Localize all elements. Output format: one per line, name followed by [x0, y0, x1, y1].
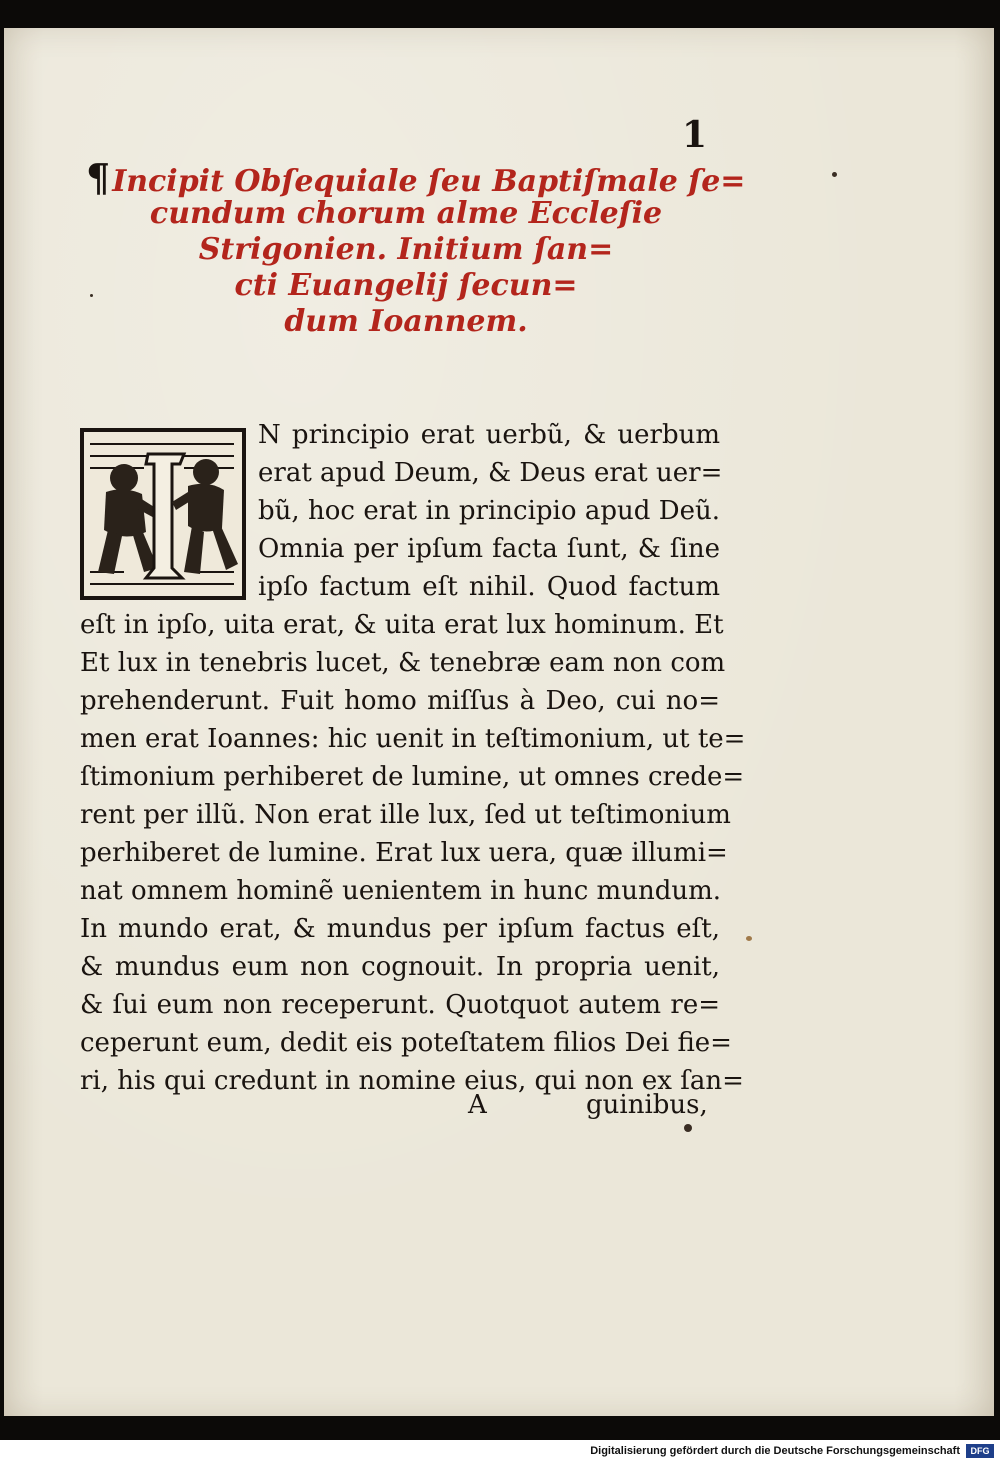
footer-bar: [0, 1440, 1000, 1462]
text-line: perhiberet de lumine. Erat lux uera, quæ illumi=: [80, 838, 728, 868]
dfg-logo-icon: DFG: [966, 1444, 994, 1458]
ink-speck: [90, 294, 93, 297]
heading-line: dum Ioannem.: [284, 304, 528, 339]
text-line: ri, his qui credunt in nomine eius, qui non ex ſan=: [80, 1066, 744, 1096]
text-line: In mundo erat, & mundus per ipſum factus eſt,: [80, 914, 720, 944]
text-line: eſt in ipſo, uita erat, & uita erat lux hominum. Et: [80, 610, 724, 640]
text-line: rent per illũ. Non erat ille lux, ſed ut teſtimonium: [80, 800, 731, 830]
text-line: Et lux in tenebris lucet, & tenebræ eam non com: [80, 648, 726, 678]
text-line: ceperunt eum, dedit eis poteſtatem filios Dei fie=: [80, 1028, 732, 1058]
text-line: ſtimonium perhiberet de lumine, ut omnes crede=: [80, 762, 745, 792]
woodcut-initial-illustration: [84, 432, 242, 596]
text-line: N principio erat uerbũ, & uerbum: [258, 420, 720, 450]
ink-speck: [746, 936, 752, 941]
signature-mark: A: [468, 1090, 487, 1120]
text-line: ipſo factum eſt nihil. Quod factum: [258, 572, 720, 602]
heading-line: cti Euangelij ſecun=: [234, 268, 578, 303]
ink-speck: [684, 1124, 692, 1132]
heading-line: Strigonien. Initium ſan=: [198, 232, 614, 267]
text-line: nat omnem hominẽ uenientem in hunc mundum.: [80, 876, 721, 906]
heading-line: ¶Incipit Obſequiale ſeu Baptiſmale ſe=: [86, 155, 746, 200]
decorated-initial: [80, 428, 246, 600]
funding-credit: Digitalisierung gefördert durch die Deutsche Forschungsgemeinschaft: [590, 1445, 960, 1457]
text-line: Omnia per ipſum facta ſunt, & ſine: [258, 534, 720, 564]
paragraph-mark-icon: ¶: [86, 155, 111, 200]
catchword: guinibus,: [586, 1090, 708, 1120]
ink-speck: [832, 172, 837, 177]
folio-number: 1: [682, 114, 708, 156]
text-line: & mundus eum non cognouit. In propria uenit,: [80, 952, 720, 982]
heading-line: cundum chorum alme Eccleſie: [149, 196, 663, 231]
text-line: prehenderunt. Fuit homo miſſus à Deo, cui no=: [80, 686, 720, 716]
text-line: erat apud Deum, & Deus erat uer=: [258, 458, 723, 488]
text-line: bũ, hoc erat in principio apud Deũ.: [258, 496, 720, 526]
text-line: & ſui eum non receperunt. Quotquot autem re=: [80, 990, 720, 1020]
text-line: men erat Ioannes: hic uenit in teſtimonium, ut te=: [80, 724, 746, 754]
rubric-heading: [86, 155, 746, 340]
